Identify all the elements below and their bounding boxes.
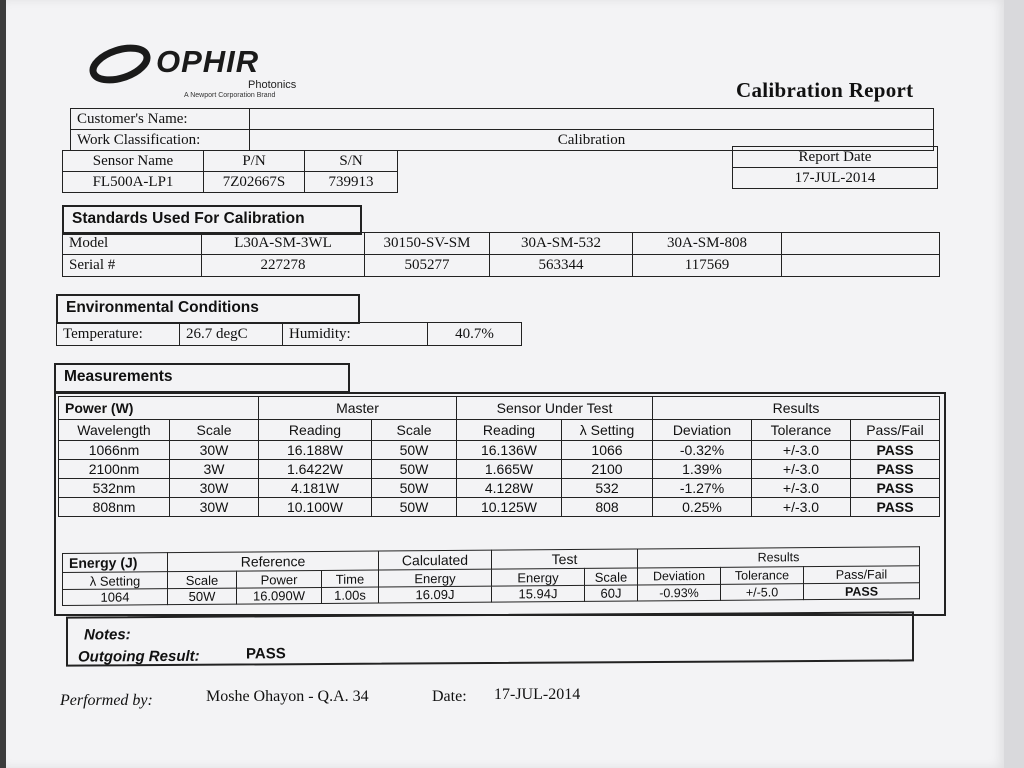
column-header: Scale — [372, 420, 457, 441]
column-header: λ Setting — [63, 572, 168, 590]
humidity-value: 40.7% — [428, 323, 522, 346]
column-header: Energy — [379, 569, 492, 587]
table-cell: 1.6422W — [259, 460, 372, 479]
standard-model-1: L30A-SM-3WL — [202, 233, 365, 255]
table-cell: 16.136W — [457, 441, 562, 460]
column-header: Reading — [259, 420, 372, 441]
standard-serial-2: 505277 — [365, 255, 490, 277]
table-cell: 4.128W — [457, 479, 562, 498]
performed-by-label: Performed by: — [60, 692, 153, 709]
table-cell: 1066nm — [59, 441, 170, 460]
table-cell: 808nm — [59, 498, 170, 517]
table-cell: 1066 — [562, 441, 653, 460]
page-title: Calibration Report — [736, 78, 914, 102]
column-header: Power — [237, 570, 322, 588]
table-cell: 30W — [170, 498, 259, 517]
column-header: Reading — [457, 420, 562, 441]
table-row — [63, 233, 940, 255]
calculated-group-header: Calculated — [379, 550, 492, 570]
table-row — [63, 172, 398, 193]
table-cell: 60J — [585, 585, 638, 601]
table-cell: +/-3.0 — [752, 479, 851, 498]
column-header: Scale — [168, 571, 237, 589]
table-cell: +/-3.0 — [752, 441, 851, 460]
table-cell: +/-3.0 — [752, 460, 851, 479]
table-row — [59, 498, 940, 517]
power-table — [58, 396, 940, 517]
table-cell: 808 — [562, 498, 653, 517]
table-cell: +/-3.0 — [752, 498, 851, 517]
standard-serial-4: 117569 — [633, 255, 782, 277]
customer-table — [70, 108, 934, 151]
standards-heading: Standards Used For Calibration — [62, 205, 362, 235]
column-header: Tolerance — [752, 420, 851, 441]
column-header: Wavelength — [59, 420, 170, 441]
pass-fail-cell: PASS — [851, 479, 940, 498]
temperature-value: 26.7 degC — [180, 323, 283, 346]
table-cell: 15.94J — [492, 585, 585, 602]
pass-fail-cell: PASS — [851, 498, 940, 517]
table-cell: 1064 — [63, 589, 168, 606]
standard-model-4: 30A-SM-808 — [633, 233, 782, 255]
master-group-header: Master — [259, 397, 457, 420]
table-row — [63, 151, 398, 172]
table-cell: 4.181W — [259, 479, 372, 498]
table-cell: +/-5.0 — [721, 584, 804, 601]
date-label: Date: — [432, 688, 467, 705]
sensor-name-value: FL500A-LP1 — [63, 172, 204, 193]
brand-name: OPHIR — [156, 44, 260, 79]
standard-model-3: 30A-SM-532 — [490, 233, 633, 255]
notes-box — [66, 611, 914, 666]
notes-label: Notes: — [84, 626, 131, 644]
table-row — [57, 323, 522, 346]
standard-serial-3: 563344 — [490, 255, 633, 277]
column-header: Deviation — [653, 420, 752, 441]
test-group-header: Test — [492, 549, 638, 569]
table-cell: 50W — [168, 588, 237, 605]
table-cell: 50W — [372, 479, 457, 498]
table-cell: 30W — [170, 441, 259, 460]
work-classification-label: Work Classification: — [71, 130, 250, 151]
table-cell: 532 — [562, 479, 653, 498]
date-value: 17-JUL-2014 — [494, 686, 581, 703]
pn-header: P/N — [204, 151, 305, 172]
pn-value: 7Z02667S — [204, 172, 305, 193]
table-row — [59, 460, 940, 479]
pass-fail-cell: PASS — [804, 583, 920, 600]
standards-table — [62, 232, 940, 277]
ophir-swoosh-icon — [88, 40, 152, 90]
performed-by-value: Moshe Ohayon - Q.A. 34 — [206, 688, 369, 705]
table-row — [59, 479, 940, 498]
reference-group-header: Reference — [168, 551, 379, 572]
table-cell: 1.39% — [653, 460, 752, 479]
column-header: Pass/Fail — [804, 566, 920, 584]
outgoing-result-value: PASS — [246, 645, 286, 663]
table-cell: 3W — [170, 460, 259, 479]
table-cell: 50W — [372, 441, 457, 460]
table-cell: 532nm — [59, 479, 170, 498]
column-header: Pass/Fail — [851, 420, 940, 441]
table-cell: 16.090W — [237, 587, 322, 604]
report-date-value: 17-JUL-2014 — [733, 168, 938, 189]
sensor-under-test-group-header: Sensor Under Test — [457, 397, 653, 420]
table-row — [71, 109, 934, 130]
standard-model-2: 30150-SV-SM — [365, 233, 490, 255]
sn-header: S/N — [305, 151, 398, 172]
serial-label: Serial # — [63, 255, 202, 277]
standard-model-5 — [782, 233, 940, 255]
energy-table — [62, 546, 920, 606]
column-header: Energy — [492, 568, 585, 586]
standard-serial-5 — [782, 255, 940, 277]
environment-table — [56, 322, 522, 346]
table-cell: 16.09J — [379, 586, 492, 603]
column-header: Scale — [585, 568, 638, 585]
table-cell: 10.125W — [457, 498, 562, 517]
table-row — [63, 255, 940, 277]
table-cell: 50W — [372, 460, 457, 479]
table-cell: 30W — [170, 479, 259, 498]
brand-subtitle: Photonics — [248, 79, 297, 91]
table-cell: -0.93% — [638, 584, 721, 601]
table-cell: 16.188W — [259, 441, 372, 460]
energy-group-label: Energy (J) — [63, 553, 168, 573]
table-cell: 1.00s — [322, 587, 379, 603]
measurements-heading: Measurements — [54, 363, 350, 393]
customer-name-value — [250, 109, 934, 130]
brand-tagline: A Newport Corporation Brand — [184, 92, 276, 99]
sensor-table — [62, 150, 398, 193]
temperature-label: Temperature: — [57, 323, 180, 346]
table-row — [733, 147, 938, 168]
environment-heading: Environmental Conditions — [56, 294, 360, 324]
customer-name-label: Customer's Name: — [71, 109, 250, 130]
column-header: λ Setting — [562, 420, 653, 441]
sn-value: 739913 — [305, 172, 398, 193]
table-cell: 2100 — [562, 460, 653, 479]
sensor-name-header: Sensor Name — [63, 151, 204, 172]
energy-results-group-header: Results — [638, 547, 920, 568]
work-classification-value: Calibration — [250, 130, 934, 151]
report-date-table — [732, 146, 938, 189]
standard-serial-1: 227278 — [202, 255, 365, 277]
table-cell: -1.27% — [653, 479, 752, 498]
outgoing-result-label: Outgoing Result: — [78, 647, 200, 666]
table-row — [59, 441, 940, 460]
column-header: Scale — [170, 420, 259, 441]
table-cell: 0.25% — [653, 498, 752, 517]
page-edge — [1004, 0, 1024, 768]
pass-fail-cell: PASS — [851, 460, 940, 479]
table-cell: 2100nm — [59, 460, 170, 479]
table-cell: 1.665W — [457, 460, 562, 479]
table-cell: 50W — [372, 498, 457, 517]
column-header: Time — [322, 570, 379, 587]
pass-fail-cell: PASS — [851, 441, 940, 460]
table-cell: 10.100W — [259, 498, 372, 517]
column-header: Deviation — [638, 567, 721, 585]
power-group-label: Power (W) — [59, 397, 259, 420]
column-header: Tolerance — [721, 567, 804, 585]
table-row — [59, 420, 940, 441]
table-cell: -0.32% — [653, 441, 752, 460]
report-date-label: Report Date — [733, 147, 938, 168]
model-label: Model — [63, 233, 202, 255]
table-row — [733, 168, 938, 189]
ophir-logo — [88, 40, 308, 104]
results-group-header: Results — [653, 397, 940, 420]
table-row — [59, 397, 940, 420]
humidity-label: Humidity: — [283, 323, 428, 346]
